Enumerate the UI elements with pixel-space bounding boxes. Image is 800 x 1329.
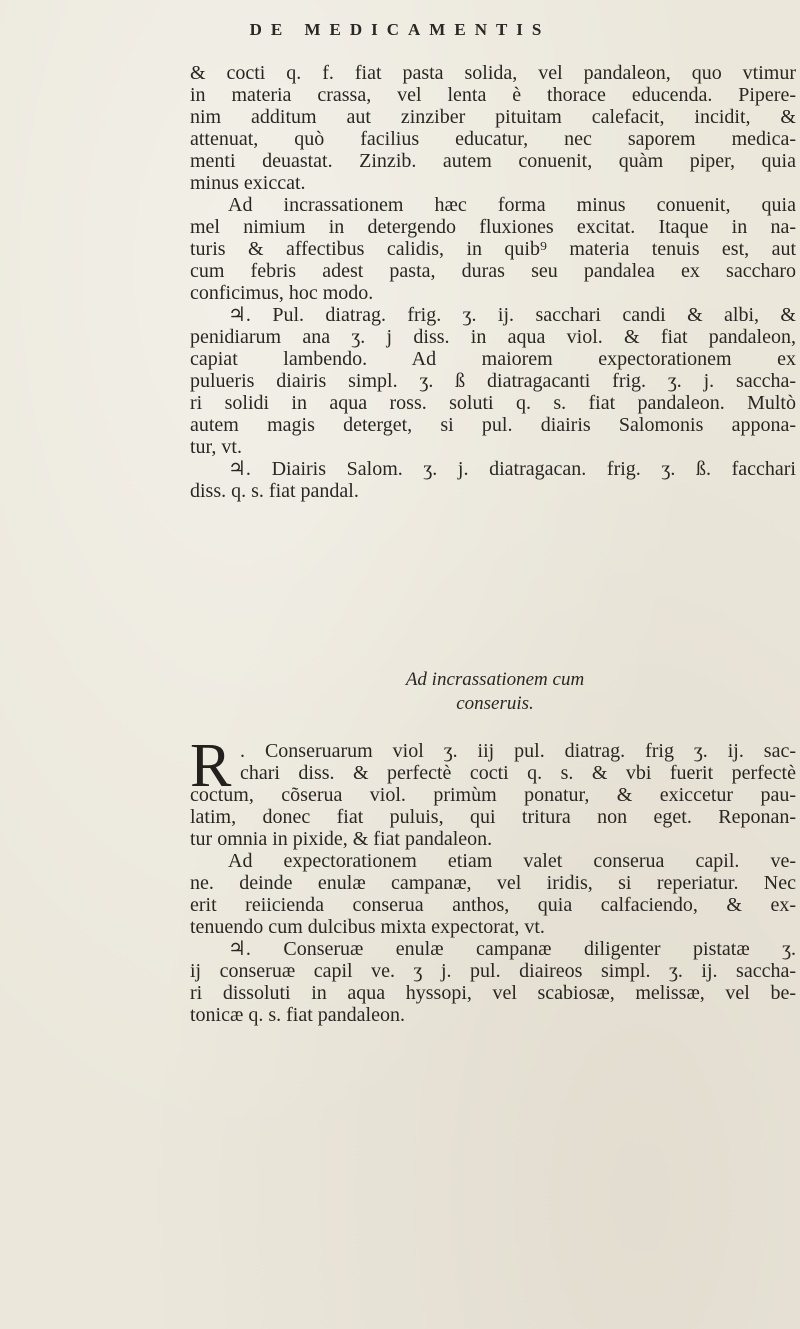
text-line: erit reiicienda conserua anthos, quia calfaciendo, & ex- bbox=[190, 894, 796, 916]
text-line: turis & affectibus calidis, in quib⁹ materia tenuis est, aut bbox=[190, 238, 796, 260]
drop-cap-initial: R bbox=[190, 732, 232, 800]
subheading-line-1: Ad incrassationem cum bbox=[405, 669, 585, 690]
text-line: ne. deinde enulæ campanæ, vel iridis, si reperiatur. Nec bbox=[190, 872, 796, 894]
text-line: ♃. Pul. diatrag. frig. ʒ. ij. sacchari candi & albi, & bbox=[228, 304, 796, 326]
text-line: chari diss. & perfectè cocti q. s. & vbi fuerit perfectè bbox=[240, 762, 796, 784]
text-line: ♃. Diairis Salom. ʒ. j. diatragacan. frig. ʒ. ß. facchari bbox=[228, 458, 796, 480]
text-line: autem magis deterget, si pul. diairis Salomonis appona- bbox=[190, 414, 796, 436]
text-block-2 bbox=[190, 740, 796, 1026]
text-line: tur, vt. bbox=[190, 436, 242, 458]
text-line: mel nimium in detergendo fluxiones excitat. Itaque in na- bbox=[190, 216, 796, 238]
text-line: ri dissoluti in aqua hyssopi, vel scabiosæ, melissæ, vel be- bbox=[190, 982, 796, 1004]
text-line: ♃. Conseruæ enulæ campanæ diligenter pistatæ ʒ. bbox=[228, 938, 796, 960]
text-line: tenuendo cum dulcibus mixta expectorat, vt. bbox=[190, 916, 545, 938]
text-line: ij conseruæ capil ve. ʒ j. pul. diaireos simpl. ʒ. ij. saccha- bbox=[190, 960, 796, 982]
text-line: minus exiccat. bbox=[190, 172, 306, 194]
text-line: tur omnia in pixide, & fiat pandaleon. bbox=[190, 828, 493, 850]
subheading-line-2: conseruis. bbox=[456, 693, 534, 714]
text-line: nim additum aut zinziber pituitam calefacit, incidit, & bbox=[190, 106, 796, 128]
text-line: & cocti q. f. fiat pasta solida, vel pandaleon, quo vtimur bbox=[190, 62, 796, 84]
text-line: attenuat, quò facilius educatur, nec saporem medica- bbox=[190, 128, 796, 150]
text-line: capiat lambendo. Ad maiorem expectorationem ex bbox=[190, 348, 796, 370]
running-head: DE MEDICAMENTIS bbox=[249, 20, 551, 39]
text-line: latim, donec fiat puluis, qui tritura non eget. Reponan- bbox=[190, 806, 796, 828]
text-line: ri solidi in aqua ross. soluti q. s. fiat pandaleon. Multò bbox=[190, 392, 796, 414]
text-block-1 bbox=[190, 62, 796, 502]
text-line: diss. q. s. fiat pandal. bbox=[190, 480, 359, 502]
text-line: . Conseruarum viol ʒ. iij pul. diatrag. frig ʒ. ij. sac- bbox=[240, 740, 796, 762]
text-line: coctum, cõserua viol. primùm ponatur, & exiccetur pau- bbox=[190, 784, 796, 806]
section-subheading bbox=[190, 668, 800, 716]
text-line: Ad expectorationem etiam valet conserua capil. ve- bbox=[228, 850, 796, 872]
text-line: menti deuastat. Zinzib. autem conuenit, quàm piper, quia bbox=[190, 150, 796, 172]
text-line: tonicæ q. s. fiat pandaleon. bbox=[190, 1004, 405, 1026]
text-line: in materia crassa, vel lenta è thorace educenda. Pipere- bbox=[190, 84, 796, 106]
text-line: cum febris adest pasta, duras seu pandalea ex saccharo bbox=[190, 260, 796, 282]
text-line: conficimus, hoc modo. bbox=[190, 282, 374, 304]
text-line: pulueris diairis simpl. ʒ. ß diatragacanti frig. ʒ. j. saccha- bbox=[190, 370, 796, 392]
text-line: Ad incrassationem hæc forma minus conuenit, quia bbox=[228, 194, 796, 216]
text-line: penidiarum ana ʒ. j diss. in aqua viol. & fiat pandaleon, bbox=[190, 326, 796, 348]
